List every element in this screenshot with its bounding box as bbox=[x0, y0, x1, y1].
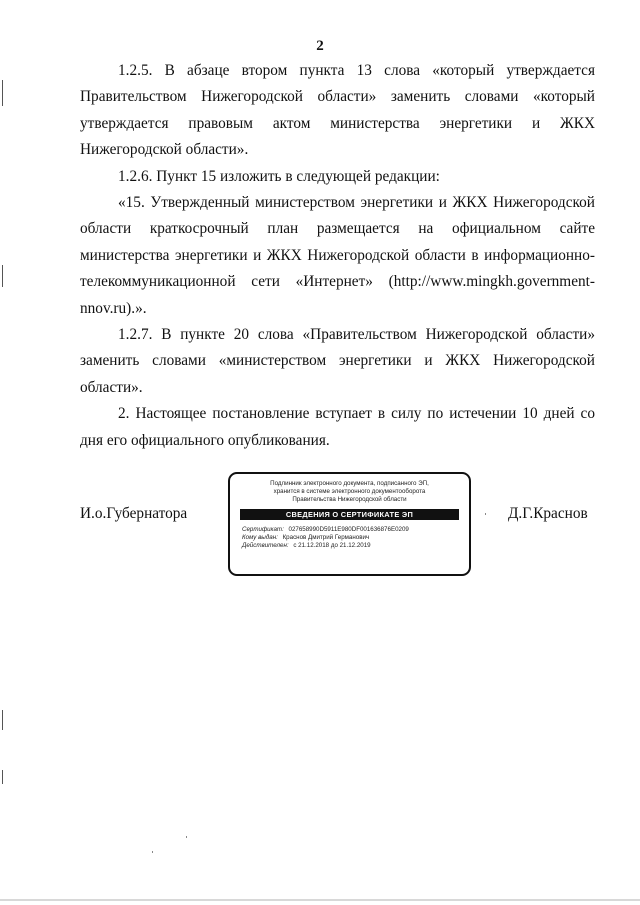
scan-dot bbox=[485, 513, 486, 515]
paragraph-1-2-7: 1.2.7. В пункте 20 слова «Правительством Нижегородской области» заменить словами «министерством энергетики и ЖКХ Нижегородской области». bbox=[80, 326, 595, 396]
stamp-certificate-value: 027658990D5911E980DF001636876E0209 bbox=[288, 526, 409, 533]
stamp-valid-row bbox=[242, 542, 457, 550]
scan-edge-mark bbox=[2, 265, 3, 287]
stamp-certificate-label: Сертификат: bbox=[242, 526, 284, 533]
electronic-signature-stamp bbox=[228, 472, 471, 576]
signatory-position: И.о.Губернатора bbox=[80, 505, 188, 522]
stamp-issued-to-label: Кому выдан: bbox=[242, 534, 278, 541]
stamp-issued-to-row bbox=[242, 534, 457, 542]
scan-bottom-edge bbox=[0, 899, 640, 901]
document-body bbox=[80, 58, 595, 454]
stamp-title: СВЕДЕНИЯ О СЕРТИФИКАТЕ ЭП bbox=[240, 509, 459, 520]
paragraph-1-2-6: 1.2.6. Пункт 15 изложить в следующей редакции: bbox=[118, 167, 440, 185]
stamp-valid-value: с 21.12.2018 до 21.12.2019 bbox=[293, 542, 371, 549]
scan-edge-mark bbox=[2, 710, 3, 730]
stamp-header-line: Подлинник электронного документа, подписанного ЭП, bbox=[270, 480, 429, 487]
page-number: 2 bbox=[316, 38, 324, 54]
stamp-valid-label: Действителен: bbox=[242, 542, 289, 549]
paragraph-1-2-5: 1.2.5. В абзаце втором пункта 13 слова «который утверждается Правительством Нижегородской области» заменить словами «который утверждается правовым актом министерства энергетики и ЖКХ Нижегородской области». bbox=[80, 62, 595, 159]
scan-edge-mark bbox=[2, 80, 3, 106]
scan-edge-mark bbox=[2, 770, 3, 784]
paragraph-item-15: «15. Утвержденный министерством энергетики и ЖКХ Нижегородской области краткосрочный план размещается на официальном сайте министерства энергетики и ЖКХ Нижегородской области в информационно-телекоммуникационной сети «Интернет» (http://www.mingkh.government-nnov.ru).». bbox=[80, 194, 595, 317]
stamp-issued-to-value: Краснов Дмитрий Германович bbox=[282, 534, 370, 541]
stamp-header-line: хранится в системе электронного документооборота bbox=[273, 488, 426, 495]
stamp-header-line: Правительства Нижегородской области bbox=[292, 496, 407, 503]
signatory-name: Д.Г.Краснов bbox=[508, 505, 588, 522]
stamp-certificate-row bbox=[242, 526, 457, 534]
paragraph-2: 2. Настоящее постановление вступает в силу по истечении 10 дней со дня его официального опубликования. bbox=[80, 405, 595, 449]
scan-dot bbox=[186, 836, 187, 838]
stamp-header bbox=[230, 480, 469, 504]
stamp-details bbox=[242, 526, 457, 550]
scan-dot bbox=[152, 851, 153, 853]
